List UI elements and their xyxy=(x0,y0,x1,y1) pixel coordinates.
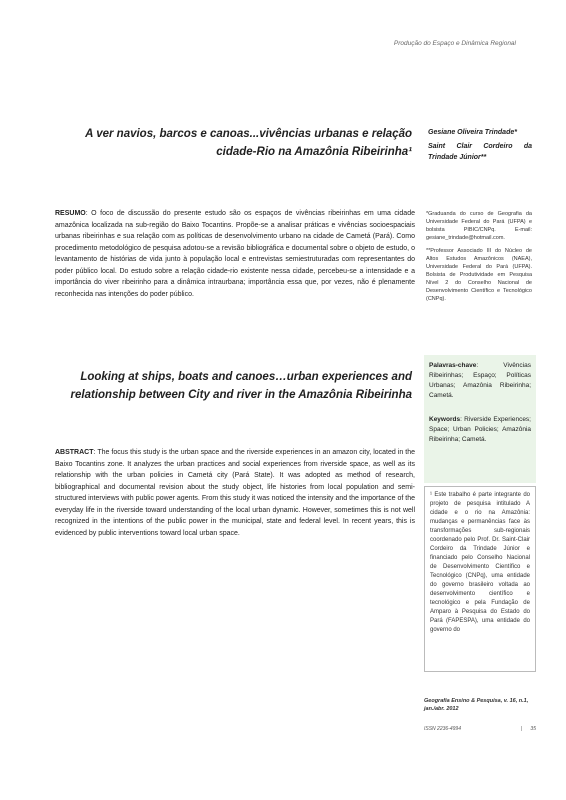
keywords-pt-label: Palavras-chave xyxy=(429,362,477,369)
issn: ISSN 2236-4994 xyxy=(424,726,461,732)
author-second: Saint Clair Cordeiro da Trindade Júnior** xyxy=(428,143,532,161)
abstract-pt-label: RESUMO xyxy=(55,210,86,217)
keywords-en-text: : Riverside Experiences; Space; Urban Policies; Amazônia Ribeirinha; Cametá. xyxy=(429,416,531,443)
separator: | xyxy=(521,726,523,732)
abstract-en xyxy=(55,447,415,539)
keywords-box xyxy=(424,355,536,483)
journal-info: Geografia Ensino & Pesquisa, v. 16, n.1, jan./abr. 2012 xyxy=(424,698,529,712)
affiliation-note-1: *Graduanda do curso de Geografia da Universidade Federal do Pará (UFPA) e bolsista PIBIC/CNPq. E-mail: gesiane_trindade@hotmail.com. xyxy=(426,211,532,241)
keywords-en-label: Keywords xyxy=(429,416,461,423)
abstract-pt-text: : O foco de discussão do presente estudo são os espaços de vivências ribeirinhas em uma cidade amazônica localizada na sub-região do Baixo Tocantins. Propõe-se a analisar práticas e vivências socioespaciais urbanas ribeirinhas e sua relação com as políticas de desenvolvimento urbano na cidade de Cametá (Pará). Como procedimento metodológico de pesquisa adotou-se a revisão bibliográfica e documental sobre o objeto de estudo, o levantamento de histórias de vida junto à população local e entrevistas semiestruturadas com representantes do poder público local. Do estudo sobre a relação cidade-rio existente nessa cidade, percebeu-se a intensidade e a importância do viver ribeirinho para a dinâmica intraurbana; importância essa que, por vezes, não é plenamente reconhecida nas intenções do poder público. xyxy=(55,210,415,298)
abstract-pt xyxy=(55,208,415,300)
keywords-pt xyxy=(429,361,531,401)
abstract-en-label: ABSTRACT xyxy=(55,449,94,456)
issn-line xyxy=(424,726,536,732)
article-title-pt: A ver navios, barcos e canoas...vivências urbanas e relação cidade-Rio na Amazônia Ribeirinha¹ xyxy=(85,128,412,158)
authors-block xyxy=(428,127,532,166)
keywords-pt-text: : Vivências Ribeirinhas; Espaço; Políticas Urbanas; Amazônia Ribeirinha; Cametá. xyxy=(429,362,531,399)
footnote-box: ¹ Este trabalho é parte integrante do projeto de pesquisa intitulado A cidade e o rio na Amazônia: mudanças e permanências face às transformações sub-regionais coordenado pelo Prof. Dr. Saint-Clair Cordeiro da Trindade Júnior e financiado pelo Conselho Nacional de Desenvolvimento Científico e Tecnológico (CNPq), uma entidade do governo brasileiro voltada ao desenvolvimento científico e tecnológico e pela Fundação de Amparo à Pesquisa do Estado do Pará (FAPESPA), uma entidade do governo do xyxy=(424,486,536,672)
affiliation-notes xyxy=(426,210,532,308)
page-number: 35 xyxy=(530,726,536,732)
article-title-en: Looking at ships, boats and canoes…urban experiences and relationship between City and river in the Amazônia Ribeirinha xyxy=(70,371,412,401)
abstract-en-text: : The focus this study is the urban space and the riverside experiences in an amazon city, located in the Baixo Tocantins zone. It analyzes the urban practices and social experiences from riverside space, as well as its relationship with the urban policies in Cametá city (Pará State). It was adopted as method of research, bibliographical and documental revision about the study object, life histories from local population and semi-structured interviews with public power agents. From this study it was noticed the intensity and the importance of the everyday life in the riverside toward understanding of the local urban dynamic. However, sometimes this is not well recognized in the intentions of the public power in the municipal, state and federal level. In recent years, this is evidenced by public interventions toward local urban space. xyxy=(55,449,415,537)
author-first: Gesiane Oliveira Trindade* xyxy=(428,129,517,136)
affiliation-note-2: **Professor Associado III do Núcleo de Altos Estudos Amazônicos (NAEA), Universidade Federal do Pará (UFPA). Bolsista de Produtividade em Pesquisa Nível 2 do Conselho Nacional de Desenvolvimento Científico e Tecnológico (CNPq). xyxy=(426,248,532,302)
keywords-en xyxy=(429,415,531,445)
running-head: Produção do Espaço e Dinâmica Regional xyxy=(393,40,516,47)
